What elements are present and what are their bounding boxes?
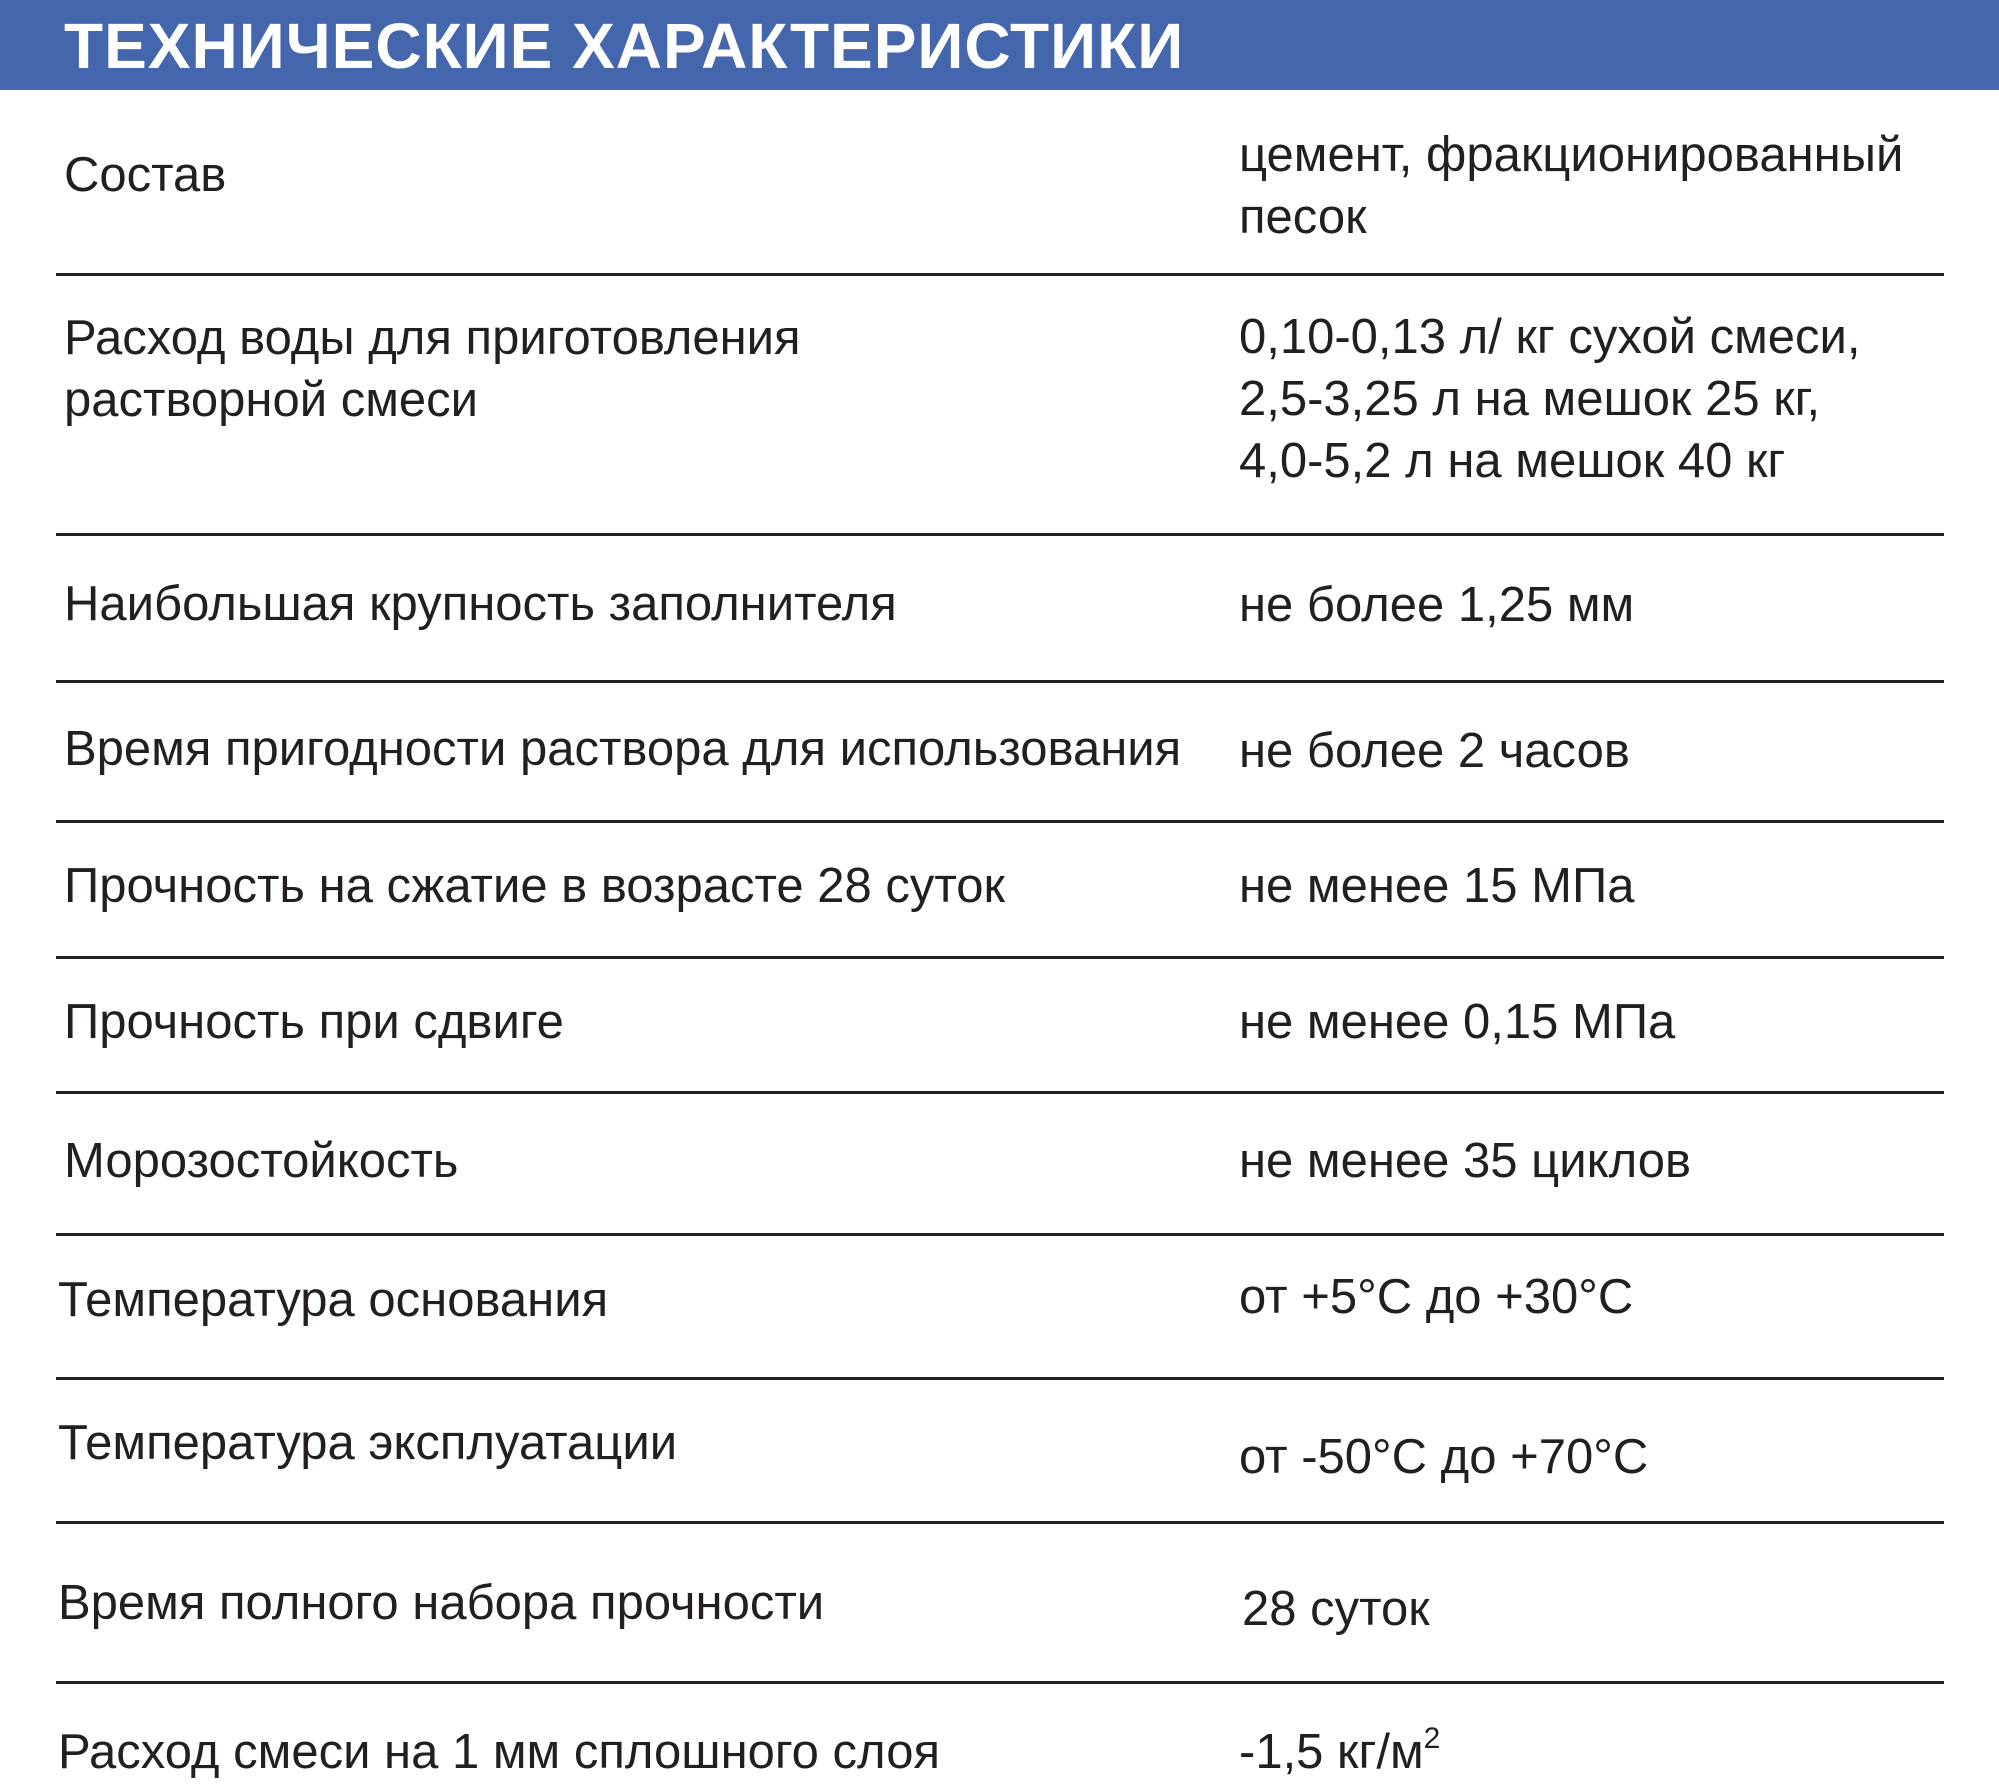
row-value: не менее 15 МПа: [1239, 859, 1635, 913]
row-label: Время пригодности раствора для использования: [64, 722, 1182, 776]
row-label: Состав: [64, 148, 227, 202]
table-row: [56, 1681, 1944, 1784]
row-value: не более 1,25 мм: [1239, 578, 1635, 632]
row-value: не менее 35 циклов: [1239, 1134, 1692, 1188]
row-label: Прочность при сдвиге: [64, 995, 564, 1049]
table-row: [56, 956, 1944, 1094]
table-row: [56, 680, 1944, 823]
row-value-text: -1,5 кг/м: [1239, 1725, 1424, 1779]
table-row: [56, 533, 1944, 683]
row-value: [1239, 1721, 1959, 1783]
row-value: от +5°С до +30°С: [1239, 1270, 1634, 1324]
row-label: Температура основания: [58, 1273, 609, 1327]
row-label: Наибольшая крупность заполнителя: [64, 577, 897, 631]
row-value: 0,10-0,13 л/ кг сухой смеси, 2,5-3,25 л на мешок 25 кг, 4,0-5,2 л на мешок 40 кг: [1239, 310, 1861, 488]
row-label: Морозостойкость: [64, 1134, 459, 1188]
row-value: не менее 0,15 МПа: [1239, 995, 1676, 1049]
row-value: не более 2 часов: [1239, 724, 1630, 778]
row-label: Время полного набора прочности: [58, 1576, 825, 1630]
superscript: 2: [1423, 1722, 1441, 1755]
row-value: от -50°С до +70°С: [1239, 1430, 1649, 1484]
table-row: [56, 273, 1944, 536]
row-value: цемент, фракционированный песок: [1239, 128, 1904, 244]
table-row: [56, 1377, 1944, 1524]
row-value: 28 суток: [1242, 1582, 1430, 1636]
row-label: Температура эксплуатации: [58, 1416, 678, 1470]
table-row: [56, 1521, 1944, 1684]
table-row: [56, 820, 1944, 959]
table-row: [56, 1233, 1944, 1380]
table-row: [56, 90, 1944, 276]
row-label: Прочность на сжатие в возрасте 28 суток: [64, 859, 1005, 913]
section-header: [0, 0, 1999, 90]
table-row: [56, 1091, 1944, 1236]
row-label: Расход смеси на 1 мм сплошного слоя: [58, 1725, 940, 1779]
row-label: Расход воды для приготовления растворной смеси: [64, 311, 801, 427]
section-title: ТЕХНИЧЕСКИЕ ХАРАКТЕРИСТИКИ: [64, 10, 1185, 82]
